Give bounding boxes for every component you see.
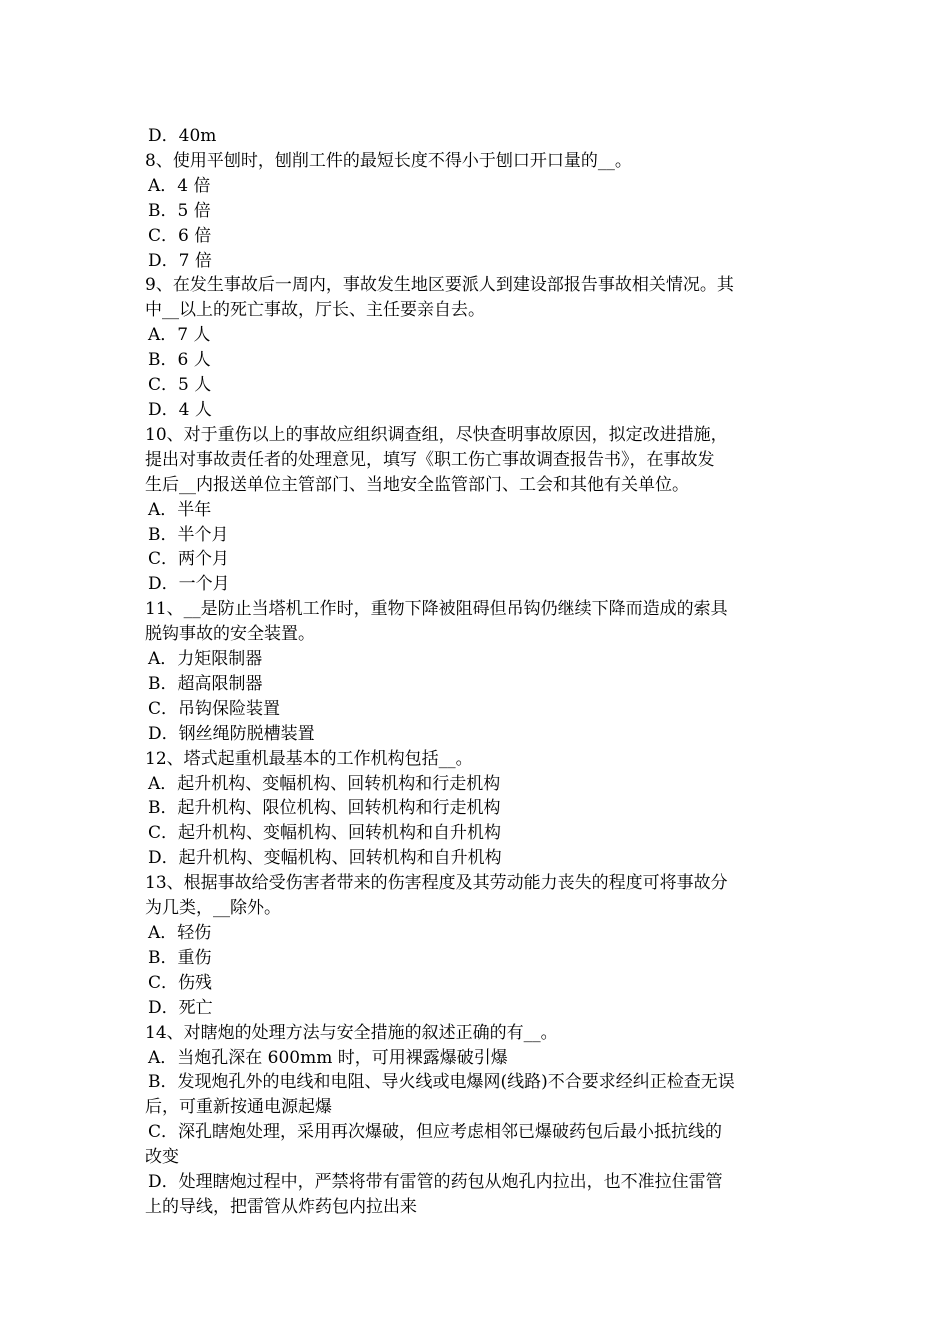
- answer-option-line: A．力矩限制器: [148, 649, 263, 670]
- answer-option-line: D．处理瞎炮过程中，严禁将带有雷管的药包从炮孔内拉出，也不准拉住雷管: [148, 1172, 723, 1193]
- question-text-line: 14、对瞎炮的处理方法与安全措施的叙述正确的有__。: [145, 1022, 558, 1043]
- answer-option-line: C．深孔瞎炮处理，采用再次爆破，但应考虑相邻已爆破药包后最小抵抗线的: [148, 1122, 723, 1143]
- answer-option-line: D．7 倍: [148, 250, 212, 271]
- answer-option-line: A．当炮孔深在 600mm 时，可用裸露爆破引爆: [148, 1047, 508, 1068]
- answer-option-line: B．起升机构、限位机构、回转机构和行走机构: [148, 798, 501, 819]
- question-text-line: 改变: [145, 1147, 179, 1168]
- answer-option-line: D．起升机构、变幅机构、回转机构和自升机构: [148, 848, 502, 869]
- answer-option-line: A．半年: [148, 499, 212, 520]
- answer-option-line: C．起升机构、变幅机构、回转机构和自升机构: [148, 823, 502, 844]
- question-text-line: 脱钩事故的安全装置。: [145, 624, 315, 645]
- question-text-line: 11、__是防止当塔机工作时，重物下降被阻碍但吊钩仍继续下降而造成的索具: [145, 599, 728, 620]
- question-text-line: 中__以上的死亡事故，厅长、主任要亲自去。: [145, 300, 485, 321]
- document-page: [145, 124, 815, 1220]
- answer-option-line: D．4 人: [148, 399, 212, 420]
- answer-option-line: B．6 人: [148, 350, 211, 371]
- question-text-line: 8、使用平刨时，刨削工件的最短长度不得小于刨口开口量的__。: [145, 150, 632, 171]
- answer-option-line: D．钢丝绳防脱槽装置: [148, 723, 315, 744]
- question-text-line: 10、对于重伤以上的事故应组织调查组，尽快查明事故原因，拟定改进措施，: [145, 424, 728, 445]
- question-text-line: 为几类，__除外。: [145, 898, 281, 919]
- question-text-line: 12、塔式起重机最基本的工作机构包括__。: [145, 748, 473, 769]
- answer-option-line: C．5 人: [148, 375, 212, 396]
- answer-option-line: C．6 倍: [148, 225, 212, 246]
- answer-option-line: D．40m: [148, 126, 217, 146]
- answer-option-line: B．发现炮孔外的电线和电阻、导火线或电爆网(线路)不合要求经纠正检查无误: [148, 1072, 735, 1093]
- answer-option-line: A．7 人: [148, 325, 211, 346]
- answer-option-line: D．死亡: [148, 997, 213, 1018]
- question-text-line: 上的导线，把雷管从炸药包内拉出来: [145, 1196, 417, 1217]
- answer-option-line: B．半个月: [148, 524, 229, 545]
- answer-option-line: B．5 倍: [148, 200, 211, 221]
- answer-option-line: A．4 倍: [148, 175, 211, 196]
- answer-option-line: C．吊钩保险装置: [148, 698, 281, 719]
- answer-option-line: A．轻伤: [148, 923, 212, 943]
- question-text-line: 13、根据事故给受伤害者带来的伤害程度及其劳动能力丧失的程度可将事故分: [145, 873, 728, 894]
- question-text-line: 9、在发生事故后一周内，事故发生地区要派人到建设部报告事故相关情况。其: [145, 275, 734, 296]
- answer-option-line: C．两个月: [148, 549, 230, 570]
- question-text-line: 提出对事故责任者的处理意见，填写《职工伤亡事故调查报告书》，在事故发: [145, 449, 715, 470]
- answer-option-line: B．超高限制器: [148, 673, 263, 694]
- answer-option-line: C．伤残: [148, 972, 213, 993]
- answer-option-line: D．一个月: [148, 574, 230, 595]
- answer-option-line: A．起升机构、变幅机构、回转机构和行走机构: [148, 773, 501, 794]
- answer-option-line: B．重伤: [148, 947, 212, 968]
- question-text-line: 后，可重新按通电源起爆: [145, 1097, 332, 1118]
- question-text-line: 生后__内报送单位主管部门、当地安全监管部门、工会和其他有关单位。: [145, 474, 689, 495]
